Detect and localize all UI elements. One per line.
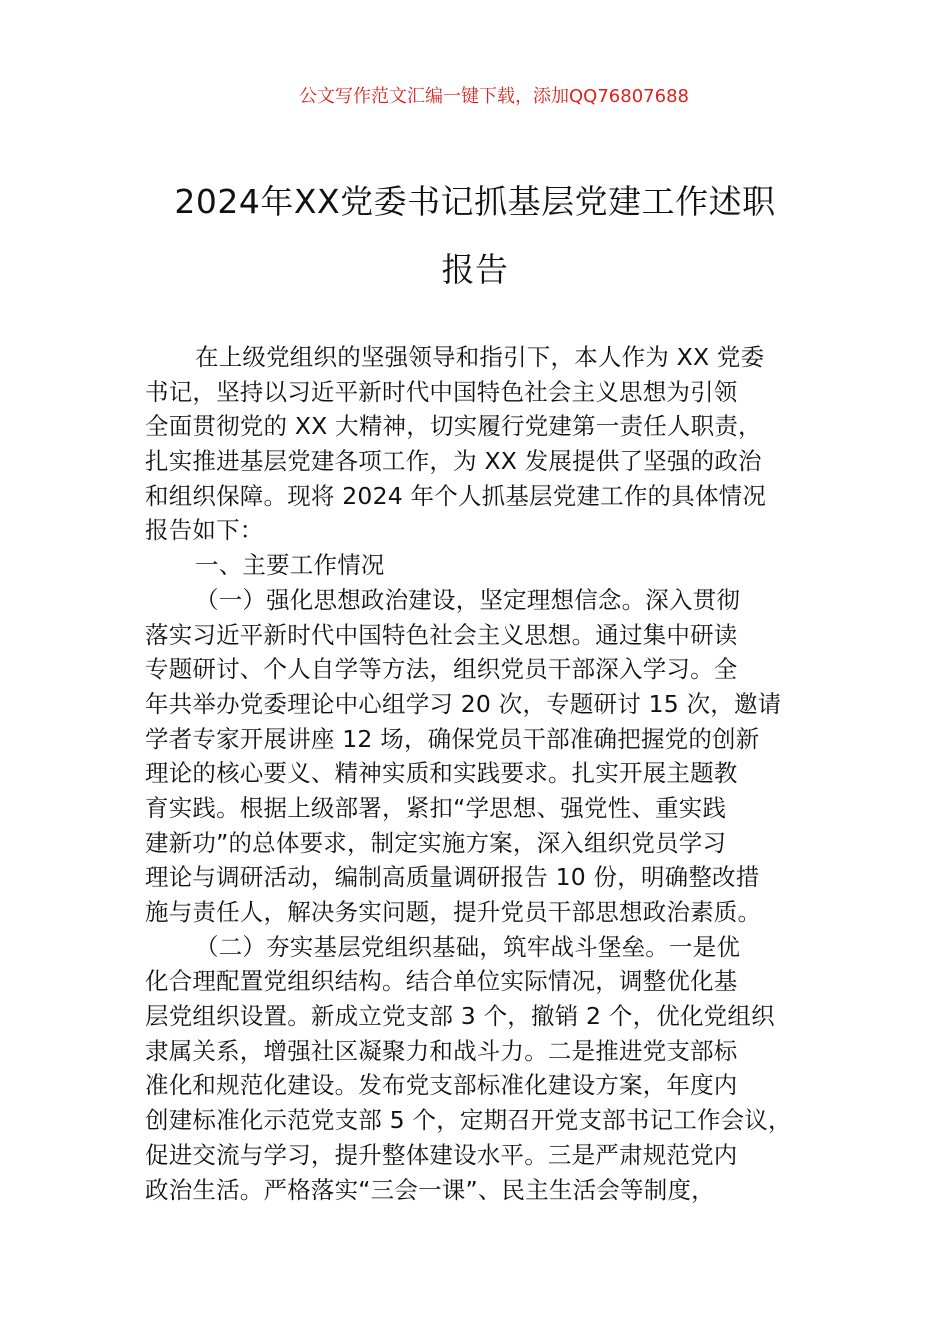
document-title-line-2: 报告	[441, 250, 509, 289]
body-text-line: 政治生活。严格落实“三会一课”、民主生活会等制度，	[145, 1175, 715, 1204]
body-text-line: 育实践。根据上级部署，紧扣“学思想、强党性、重实践	[145, 793, 727, 822]
body-text-line: 准化和规范化建设。发布党支部标准化建设方案，年度内	[145, 1071, 738, 1100]
document-body	[145, 340, 835, 1207]
body-text-line: 专题研讨、个人自学等方法，组织党员干部深入学习。全	[145, 655, 738, 684]
body-text-line: 落实习近平新时代中国特色社会主义思想。通过集中研读	[145, 620, 738, 649]
document-title-line-1: 2024年XX党委书记抓基层党建工作述职	[174, 182, 776, 221]
body-text-line: 年共举办党委理论中心组学习 20 次，专题研讨 15 次，邀请	[145, 689, 782, 718]
body-text-line: 扎实推进基层党建各项工作，为 XX 发展提供了坚强的政治	[145, 447, 762, 476]
body-text-line: 在上级党组织的坚强领导和指引下，本人作为 XX 党委	[195, 343, 765, 371]
body-text-line: 建新功”的总体要求，制定实施方案，深入组织党员学习	[145, 828, 727, 857]
promo-header: 公文写作范文汇编一键下载，添加QQ76807688	[299, 86, 689, 107]
body-text-line: 层党组织设置。新成立党支部 3 个，撤销 2 个，优化党组织	[145, 1002, 775, 1031]
body-text-line: 书记，坚持以习近平新时代中国特色社会主义思想为引领	[145, 377, 738, 406]
body-text-line: 隶属关系，增强社区凝聚力和战斗力。二是推进党支部标	[145, 1036, 738, 1065]
body-text-line: 理论与调研活动，编制高质量调研报告 10 份，明确整改措	[145, 863, 760, 892]
body-text-line: （二）夯实基层党组织基础，筑牢战斗堡垒。一是优	[195, 932, 741, 961]
body-text-line: （一）强化思想政治建设，坚定理想信念。深入贯彻	[195, 585, 741, 614]
body-text-line: 创建标准化示范党支部 5 个，定期召开党支部书记工作会议，	[145, 1106, 792, 1135]
body-text-line: 报告如下：	[145, 516, 264, 545]
body-text-line: 和组织保障。现将 2024 年个人抓基层党建工作的具体情况	[145, 481, 767, 510]
body-text-line: 化合理配置党组织结构。结合单位实际情况，调整优化基	[145, 967, 738, 996]
body-text-line: 学者专家开展讲座 12 场，确保党员干部准确把握党的创新	[145, 724, 760, 753]
body-text-line: 全面贯彻党的 XX 大精神，切实履行党建第一责任人职责，	[145, 412, 762, 441]
body-text-line: 理论的核心要义、精神实质和实践要求。扎实开展主题教	[145, 759, 738, 788]
body-text-line: 一、主要工作情况	[195, 551, 385, 580]
body-text-line: 施与责任人，解决务实问题，提升党员干部思想政治素质。	[145, 898, 762, 926]
body-text-line: 促进交流与学习，提升整体建设水平。三是严肃规范党内	[145, 1140, 738, 1169]
